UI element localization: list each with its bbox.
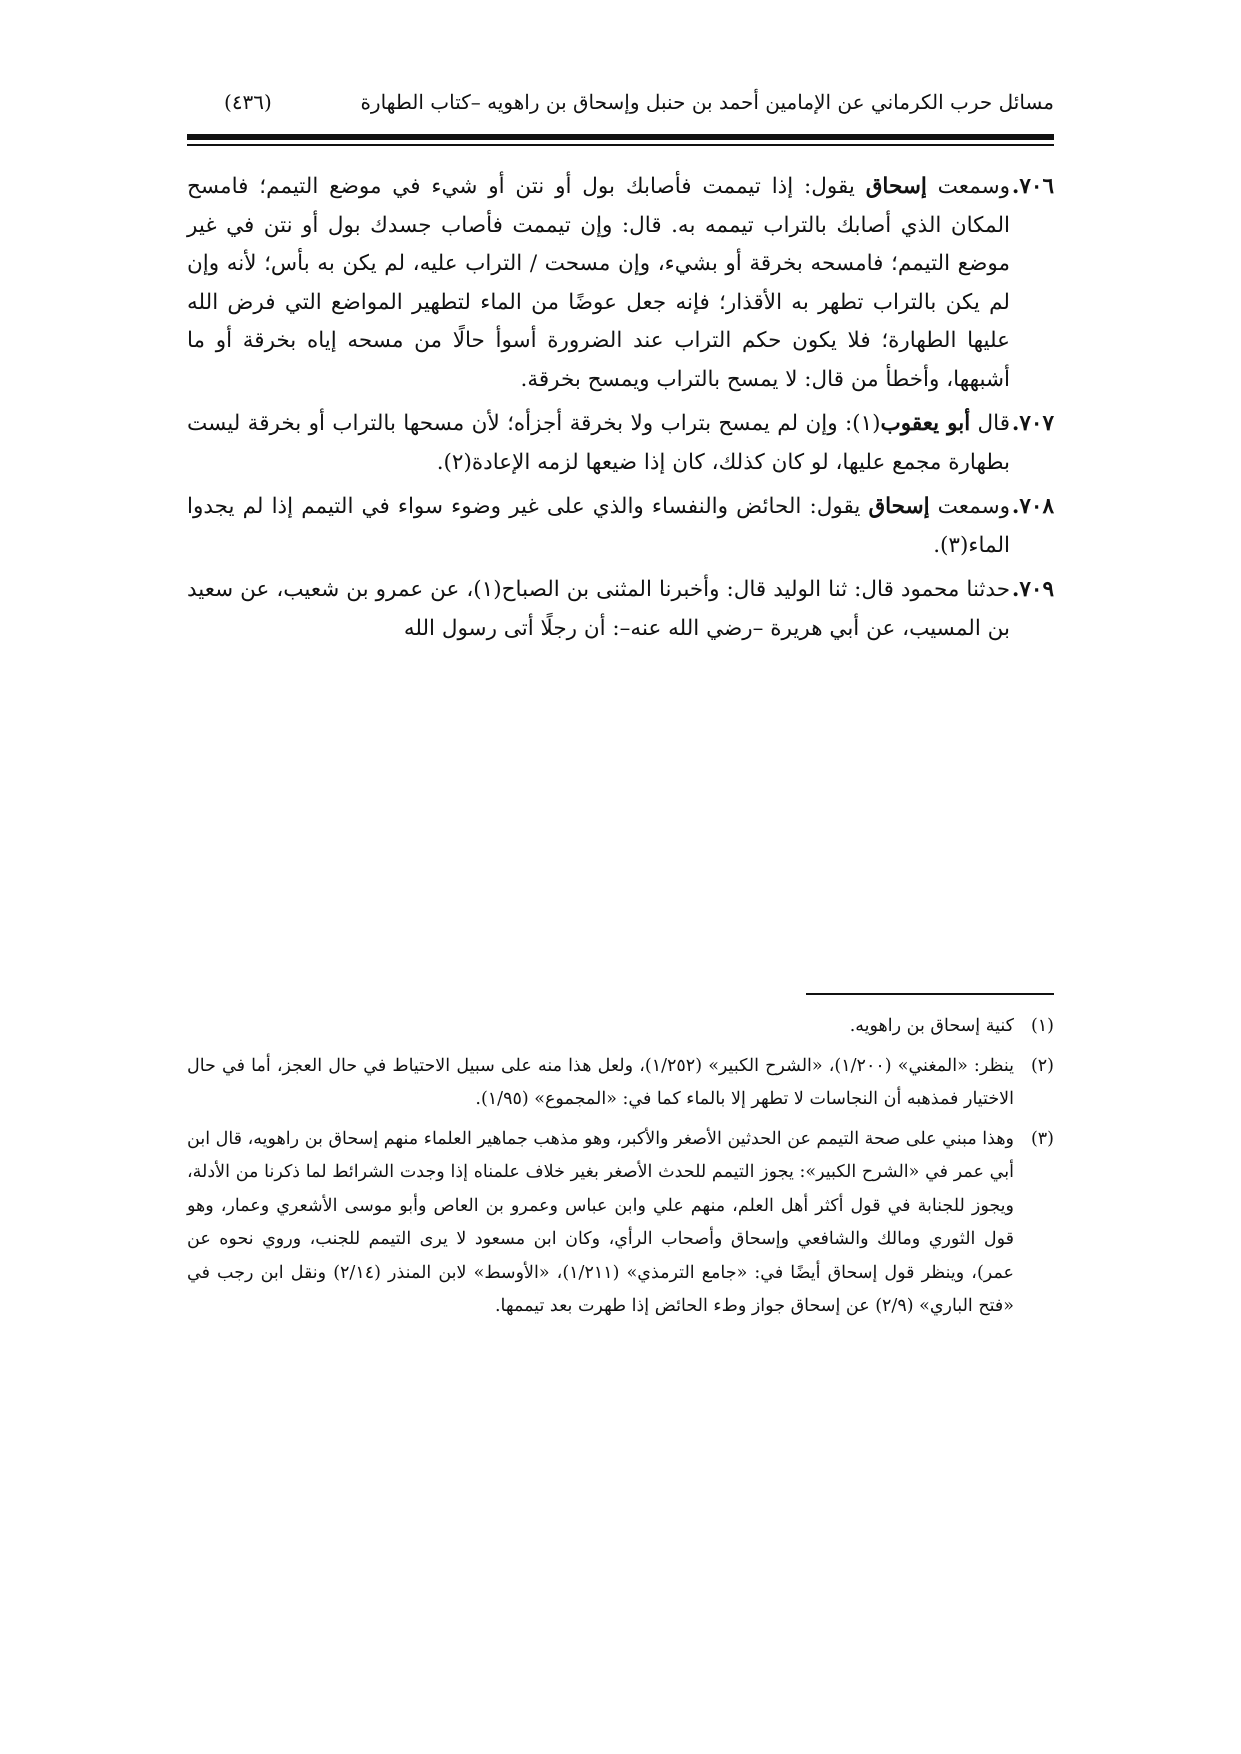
paragraph-text-post: (١): وإن لم يمسح بتراب ولا بخرقة أجزأه؛ لأن مسحها بالتراب أو بخرقة ليست بطهارة مجمع عليها، لو كان كذلك، كان إذا ضيعها لزمه الإعادة(٢). (187, 411, 1010, 475)
header-rule-thick (187, 134, 1054, 140)
paragraph-name-bold: إسحاق (868, 494, 930, 519)
paragraph-text-post: يقول: إذا تيممت فأصابك بول أو نتن أو شيء في موضع التيمم؛ فامسح المكان الذي أصابك بالتراب تيممه به. قال: وإن تيممت فأصاب جسدك بول أو نتن في غير موضع التيمم؛ فامسحه بخرقة أو بشيء، وإن مسحت / التراب عليه، لم يكن به بأس؛ لأنه وإن لم يكن بالتراب تطهر به الأقذار؛ فإنه جعل عوضًا من الماء لتطهير المواضع التي فرض الله عليها الطهارة؛ فلا يكون حكم التراب عند الضرورة أسوأ حالًا من مسحه إياه بخرقة أو ما أشبهها، وأخطأ من قال: لا يمسح بالتراب ويمسح بخرقة. (187, 174, 1010, 392)
footnote-number: (١) (1030, 1016, 1054, 1036)
footnote-number: (٢) (1030, 1055, 1054, 1076)
footnote-separator (806, 993, 1054, 995)
main-text (187, 168, 1054, 654)
paragraph-text-post: يقول: الحائض والنفساء والذي على غير وضوء سواء في التيمم إذا لم يجدوا الماء(٣). (187, 494, 1010, 558)
header-title: مسائل حرب الكرماني عن الإمامين أحمد بن حنبل وإسحاق بن راهويه –كتاب الطهارة (360, 90, 1054, 114)
paragraph-number: ٧٠٧. (1011, 411, 1054, 436)
paragraph-name-bold: أبو يعقوب (880, 411, 971, 436)
running-header (224, 82, 1054, 132)
footnote-number: (٣) (1030, 1128, 1054, 1149)
paragraph-number: ٧٠٨. (1011, 494, 1054, 519)
footnote-3 (187, 1123, 1054, 1324)
paragraph-709 (187, 571, 1054, 648)
footnote-text: ينظر: «المغني» (١/٢٠٠)، «الشرح الكبير» (١/٢٥٢)، ولعل هذا منه على سبيل الاحتياط في حال العجز، أما في حال الاختيار فمذهبه أن النجاسات لا تطهر إلا بالماء كما في: «المجموع» (١/٩٥). (187, 1055, 1014, 1109)
paragraph-name-bold: إسحاق (865, 174, 927, 199)
paragraph-text-pre: وسمعت (926, 174, 1010, 199)
footnote-1 (187, 1010, 1054, 1044)
footnote-text: كنية إسحاق بن راهويه. (849, 1016, 1014, 1036)
paragraph-706 (187, 168, 1054, 399)
paragraph-text-pre: وسمعت (929, 494, 1010, 519)
paragraph-text-pre: حدثنا محمود قال: ثنا الوليد قال: وأخبرنا المثنى بن الصباح(١)، عن عمرو بن شعيب، عن سعيد بن المسيب، عن أبي هريرة –رضي الله عنه–: أن رجلًا أتى رسول الله (187, 577, 1010, 641)
paragraph-number: ٧٠٦. (1011, 174, 1054, 199)
paragraph-708 (187, 488, 1054, 565)
footnotes (187, 1010, 1054, 1330)
paragraph-text-pre: قال (970, 411, 1010, 436)
footnote-2 (187, 1050, 1054, 1117)
header-rule-thin (187, 144, 1054, 146)
page-number: (٤٣٦) (224, 90, 272, 114)
footnote-text: وهذا مبني على صحة التيمم عن الحدثين الأصغر والأكبر، وهو مذهب جماهير العلماء منهم إسحاق بن راهويه، قال ابن أبي عمر في «الشرح الكبير»: يجوز التيمم للحدث الأصغر بغير خلاف علمناه إذا وجدت الشرائط لما ذكرنا من الأدلة، ويجوز للجنابة في قول أكثر أهل العلم، منهم علي وابن عباس وعمرو بن العاص وأبو موسى الأشعري وعمار، وهو قول الثوري ومالك والشافعي وإسحاق وأصحاب الرأي، وكان ابن مسعود لا يرى التيمم للجنب، وروي نحوه عن عمر)، وينظر قول إسحاق أيضًا في: «جامع الترمذي» (١/٢١١)، «الأوسط» لابن المنذر (٢/١٤) ونقل ابن رجب في «فتح الباري» (٢/٩) عن إسحاق جواز وطء الحائض إذا طهرت بعد تيممها. (187, 1128, 1015, 1316)
paragraph-number: ٧٠٩. (1011, 577, 1054, 602)
paragraph-707 (187, 405, 1054, 482)
